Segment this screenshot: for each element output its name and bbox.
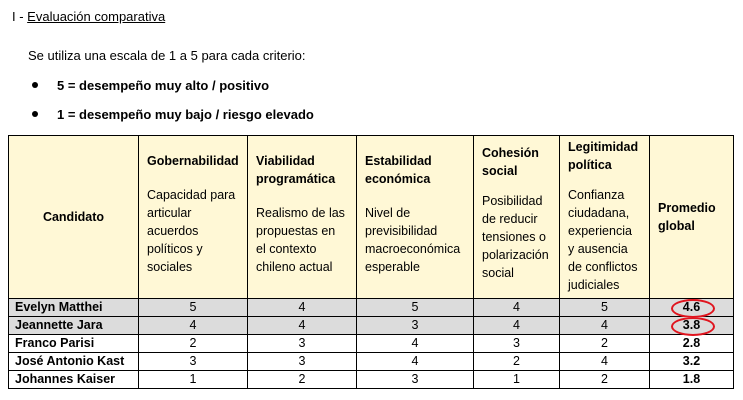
criterion-header [139, 136, 248, 299]
candidate-name: Franco Parisi [9, 335, 139, 353]
bullet-icon [32, 82, 38, 88]
table-row [9, 317, 734, 335]
highlight-circle-icon [671, 317, 715, 336]
score-cell: 2 [474, 353, 560, 371]
section-number: I - [12, 9, 28, 24]
score-cell: 4 [248, 317, 357, 335]
scale-list [30, 78, 314, 136]
criterion-name: Gobernabilidad [147, 154, 239, 168]
average-value: 4.6 [682, 300, 701, 314]
criterion-header [560, 136, 650, 299]
score-cell: 4 [357, 353, 474, 371]
average-cell [650, 299, 734, 317]
table-row [9, 335, 734, 353]
criterion-description: Capacidad para articular acuerdos políticos y sociales [147, 188, 236, 274]
score-cell: 4 [248, 299, 357, 317]
criterion-description: Nivel de previsibilidad macroeconómica esperable [365, 206, 461, 274]
section-heading: Evaluación comparativa [27, 9, 166, 24]
score-cell: 1 [474, 371, 560, 389]
scale-item-high [30, 78, 314, 107]
candidate-name: José Antonio Kast [9, 353, 139, 371]
table-row [9, 299, 734, 317]
score-cell: 4 [357, 335, 474, 353]
score-cell: 3 [357, 317, 474, 335]
criterion-name: Estabilidad económica [365, 154, 432, 186]
score-cell: 3 [248, 353, 357, 371]
candidate-header: Candidato [9, 136, 139, 299]
score-cell: 1 [139, 371, 248, 389]
average-cell [650, 371, 734, 389]
score-cell: 5 [357, 299, 474, 317]
criterion-header [248, 136, 357, 299]
scale-item-label: 1 = desempeño muy bajo / riesgo elevado [57, 107, 314, 122]
candidate-name: Johannes Kaiser [9, 371, 139, 389]
table-row [9, 353, 734, 371]
average-header: Promedio global [650, 136, 734, 299]
score-cell: 4 [474, 299, 560, 317]
table-header-row [9, 136, 734, 299]
score-cell: 4 [474, 317, 560, 335]
score-cell: 3 [139, 353, 248, 371]
section-title [12, 9, 165, 24]
score-cell: 4 [560, 317, 650, 335]
score-cell: 3 [248, 335, 357, 353]
criterion-header [357, 136, 474, 299]
criterion-header [474, 136, 560, 299]
score-cell: 3 [357, 371, 474, 389]
average-cell [650, 353, 734, 371]
average-value: 3.8 [682, 318, 701, 332]
scale-item-low [30, 107, 314, 136]
criterion-description: Confianza ciudadana, experiencia y ausencia de conflictos judiciales [568, 188, 638, 292]
candidate-name: Evelyn Matthei [9, 299, 139, 317]
score-cell: 4 [560, 353, 650, 371]
criterion-name: Viabilidad programática [256, 154, 336, 186]
criterion-description: Posibilidad de reducir tensiones o polarización social [482, 194, 549, 280]
score-cell: 4 [139, 317, 248, 335]
score-cell: 2 [560, 335, 650, 353]
score-cell: 5 [560, 299, 650, 317]
criterion-name: Legitimidad política [568, 140, 639, 172]
average-value: 1.8 [682, 372, 701, 386]
evaluation-table [8, 135, 734, 389]
candidate-name: Jeannette Jara [9, 317, 139, 335]
highlight-circle-icon [671, 299, 715, 318]
table-row [9, 371, 734, 389]
average-cell [650, 317, 734, 335]
score-cell: 2 [139, 335, 248, 353]
criterion-description: Realismo de las propuestas en el contexto chileno actual [256, 206, 345, 274]
scale-item-label: 5 = desempeño muy alto / positivo [57, 78, 270, 93]
average-value: 2.8 [682, 336, 701, 350]
score-cell: 3 [474, 335, 560, 353]
average-value: 3.2 [682, 354, 701, 368]
score-cell: 2 [248, 371, 357, 389]
score-cell: 5 [139, 299, 248, 317]
criterion-name: Cohesión social [482, 146, 539, 178]
intro-text: Se utiliza una escala de 1 a 5 para cada criterio: [28, 48, 306, 63]
average-cell [650, 335, 734, 353]
bullet-icon [32, 111, 38, 117]
score-cell: 2 [560, 371, 650, 389]
table-body [9, 299, 734, 389]
